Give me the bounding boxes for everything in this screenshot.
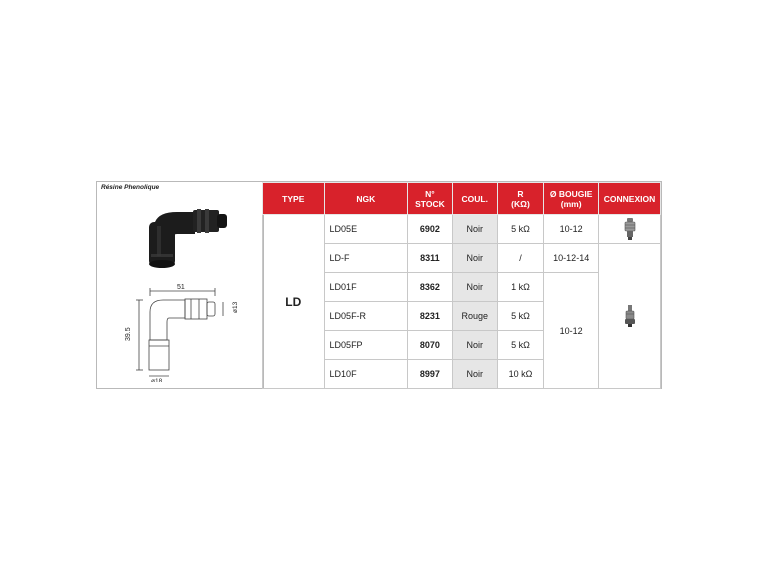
length-dimension: 51	[177, 284, 185, 291]
stock-cell: 8231	[408, 302, 453, 331]
ngk-cell: LD10F	[324, 360, 407, 389]
header-r: R (KΩ)	[497, 183, 544, 215]
coul-cell: Rouge	[452, 302, 497, 331]
coul-cell: Noir	[452, 244, 497, 273]
material-label: Résine Phenolique	[101, 184, 160, 191]
header-type: TYPE	[263, 183, 325, 215]
r-cell: 5 kΩ	[497, 302, 544, 331]
type-cell: LD	[263, 215, 325, 389]
bottom-diameter-dimension: ø18	[151, 378, 163, 382]
connexion-cell	[599, 215, 661, 244]
table-row	[263, 215, 661, 244]
stock-cell: 8311	[408, 244, 453, 273]
bougie-cell: 10-12	[544, 273, 599, 389]
dimension-drawing	[117, 282, 247, 382]
spec-table	[262, 182, 661, 389]
connexion-cell	[599, 244, 661, 389]
plug-terminal-icon	[623, 218, 637, 240]
spark-plug-cap-photo	[137, 204, 237, 270]
coul-cell: Noir	[452, 215, 497, 244]
stock-cell: 6902	[408, 215, 453, 244]
coul-cell: Noir	[452, 360, 497, 389]
bougie-cell: 10-12-14	[544, 244, 599, 273]
height-dimension: 39.5	[125, 327, 132, 341]
coul-cell: Noir	[452, 331, 497, 360]
header-stock: N° STOCK	[408, 183, 453, 215]
r-cell: 10 kΩ	[497, 360, 544, 389]
ngk-cell: LD01F	[324, 273, 407, 302]
top-diameter-dimension: ø13	[232, 301, 239, 313]
screw-terminal-icon	[624, 305, 636, 327]
coul-cell: Noir	[452, 273, 497, 302]
r-cell: 1 kΩ	[497, 273, 544, 302]
r-cell: 5 kΩ	[497, 331, 544, 360]
stock-cell: 8070	[408, 331, 453, 360]
ngk-cell: LD05F-R	[324, 302, 407, 331]
product-image-cell	[97, 182, 264, 388]
header-bougie: Ø BOUGIE (mm)	[544, 183, 599, 215]
ngk-cell: LD-F	[324, 244, 407, 273]
ngk-cell: LD05FP	[324, 331, 407, 360]
bougie-cell: 10-12	[544, 215, 599, 244]
header-coul: COUL.	[452, 183, 497, 215]
stock-cell: 8362	[408, 273, 453, 302]
header-row	[263, 183, 661, 215]
r-cell: /	[497, 244, 544, 273]
spec-sheet	[96, 181, 662, 389]
header-ngk: NGK	[324, 183, 407, 215]
header-connexion: CONNEXION	[599, 183, 661, 215]
ngk-cell: LD05E	[324, 215, 407, 244]
r-cell: 5 kΩ	[497, 215, 544, 244]
stock-cell: 8997	[408, 360, 453, 389]
